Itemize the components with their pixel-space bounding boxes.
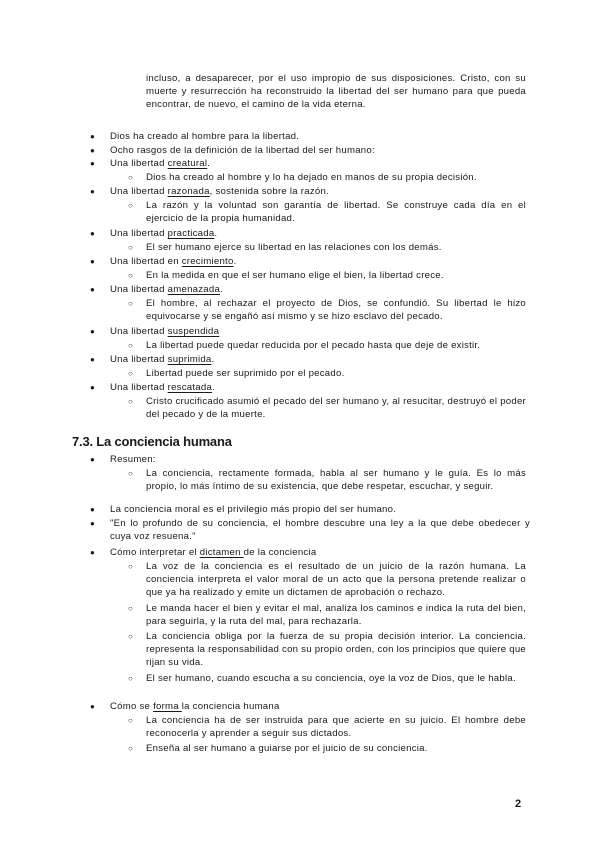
list-item-text: "En lo profundo de su conciencia, el hombre descubre una ley a la que debe obedecer y cuya voz resuena." bbox=[110, 518, 530, 542]
sub-item-text: El hombre, al rechazar el proyecto de Dios, se confundió. Su libertad le hizo equivocarse y se engañó así mismo y se hizo esclavo del pecado. bbox=[146, 298, 526, 322]
sub-item-text: La conciencia obliga por la fuerza de su propia decisión interior. La conciencia. representa la responsabilidad con su propio orden, con los principios que quiere que rijan su vida. bbox=[146, 631, 526, 668]
bullet-icon: ● bbox=[90, 285, 96, 294]
circle-bullet-icon: ○ bbox=[128, 243, 134, 252]
section-heading: 7.3. La conciencia humana bbox=[72, 434, 232, 449]
circle-bullet-icon: ○ bbox=[128, 716, 134, 725]
list-item-text: Una libertad amenazada. bbox=[110, 284, 223, 295]
sub-item-text: El ser humano, cuando escucha a su conciencia, oye la voz de Dios, que le habla. bbox=[146, 673, 516, 684]
circle-bullet-icon: ○ bbox=[128, 469, 134, 478]
underlined-term: rescatada bbox=[167, 382, 213, 393]
bullet-icon: ● bbox=[90, 327, 96, 336]
sub-item-text: Cristo crucificado asumió el pecado del ser humano y, al resucitar, destruyó el poder del pecado y de la muerte. bbox=[146, 396, 526, 420]
underlined-term: dictamen bbox=[199, 547, 244, 558]
underlined-term: suspendida bbox=[167, 326, 220, 337]
bullet-icon: ● bbox=[90, 355, 96, 364]
sub-item-text: Le manda hacer el bien y evitar el mal, analiza los caminos e indica la ruta del bien, para seguirla, y la ruta del mal, para rechazarla. bbox=[146, 603, 526, 627]
list-item-text: Una libertad suprimida. bbox=[110, 354, 215, 365]
circle-bullet-icon: ○ bbox=[128, 674, 134, 683]
bullet-icon: ● bbox=[90, 132, 96, 141]
list-item-text: Una libertad suspendida bbox=[110, 326, 220, 337]
bullet-icon: ● bbox=[90, 229, 96, 238]
circle-bullet-icon: ○ bbox=[128, 341, 134, 350]
bullet-icon: ● bbox=[90, 159, 96, 168]
list-item-text: Cómo interpretar el dictamen de la conciencia bbox=[110, 547, 317, 558]
circle-bullet-icon: ○ bbox=[128, 744, 134, 753]
circle-bullet-icon: ○ bbox=[128, 271, 134, 280]
page-number: 2 bbox=[515, 798, 522, 810]
bullet-icon: ● bbox=[90, 455, 96, 464]
list-item-text: Resumen: bbox=[110, 454, 156, 465]
list-item-text: Ocho rasgos de la definición de la libertad del ser humano: bbox=[110, 145, 375, 156]
bullet-icon: ● bbox=[90, 146, 96, 155]
sub-item-text: En la medida en que el ser humano elige el bien, la libertad crece. bbox=[146, 270, 444, 281]
bullet-icon: ● bbox=[90, 383, 96, 392]
circle-bullet-icon: ○ bbox=[128, 604, 134, 613]
list-item-text: La conciencia moral es el privilegio más propio del ser humano. bbox=[110, 504, 397, 515]
sub-item-text: Dios ha creado al hombre y lo ha dejado en manos de su propia decisión. bbox=[146, 172, 477, 183]
underlined-term: razonada bbox=[167, 186, 210, 197]
bullet-icon: ● bbox=[90, 187, 96, 196]
underlined-term: crecimiento bbox=[181, 256, 234, 267]
list-item-text: Dios ha creado al hombre para la libertad. bbox=[110, 131, 300, 142]
underlined-term: forma bbox=[153, 701, 182, 712]
underlined-term: creatural bbox=[167, 158, 208, 169]
circle-bullet-icon: ○ bbox=[128, 397, 134, 406]
sub-item-text: La razón y la voluntad son garantía de libertad. Se construye cada día en el ejercicio de la propia humanidad. bbox=[146, 200, 526, 224]
list-item-text: Una libertad rescatada. bbox=[110, 382, 215, 393]
sub-item-text: La libertad puede quedar reducida por el pecado hasta que deje de existir. bbox=[146, 340, 481, 351]
sub-item-text: Libertad puede ser suprimido por el pecado. bbox=[146, 368, 345, 379]
list-item-text: Cómo se forma la conciencia humana bbox=[110, 701, 280, 712]
list-item-text: Una libertad practicada. bbox=[110, 228, 218, 239]
circle-bullet-icon: ○ bbox=[128, 201, 134, 210]
list-item-text: Una libertad razonada, sostenida sobre la razón. bbox=[110, 186, 329, 197]
circle-bullet-icon: ○ bbox=[128, 299, 134, 308]
sub-item-text: La conciencia, rectamente formada, habla al ser humano y le guía. Es lo más propio, lo más íntimo de su existencia, que debe respetar, escuchar, y seguir. bbox=[146, 468, 526, 492]
underlined-term: suprimida bbox=[167, 354, 212, 365]
bullet-icon: ● bbox=[90, 548, 96, 557]
sub-item-text: El ser humano ejerce su libertad en las relaciones con los demás. bbox=[146, 242, 442, 253]
sub-item-text: Enseña al ser humano a guiarse por el juicio de su conciencia. bbox=[146, 743, 428, 754]
sub-item-text: La conciencia ha de ser instruida para que acierte en su juicio. El hombre debe reconocerla y aprender a seguir sus dictados. bbox=[146, 715, 526, 739]
circle-bullet-icon: ○ bbox=[128, 562, 134, 571]
circle-bullet-icon: ○ bbox=[128, 369, 134, 378]
circle-bullet-icon: ○ bbox=[128, 173, 134, 182]
bullet-icon: ● bbox=[90, 519, 96, 528]
underlined-term: practicada bbox=[167, 228, 215, 239]
list-item-text: Una libertad creatural. bbox=[110, 158, 211, 169]
bullet-icon: ● bbox=[90, 702, 96, 711]
circle-bullet-icon: ○ bbox=[128, 632, 134, 641]
underlined-term: amenazada bbox=[167, 284, 221, 295]
bullet-icon: ● bbox=[90, 257, 96, 266]
intro-paragraph: incluso, a desaparecer, por el uso impropio de sus disposiciones. Cristo, con su muerte y resurrección ha reconstruido la libertad del ser humano para que pueda encontrar, de nuevo, el camino de la vida eterna. bbox=[146, 73, 526, 110]
list-item-text: Una libertad en crecimiento. bbox=[110, 256, 237, 267]
bullet-icon: ● bbox=[90, 505, 96, 514]
sub-item-text: La voz de la conciencia es el resultado de un juicio de la razón humana. La conciencia interpreta el valor moral de un acto que la persona pretende realizar o que ya ha realizado y emite un dictamen de aprobación o rechazo. bbox=[146, 561, 526, 598]
